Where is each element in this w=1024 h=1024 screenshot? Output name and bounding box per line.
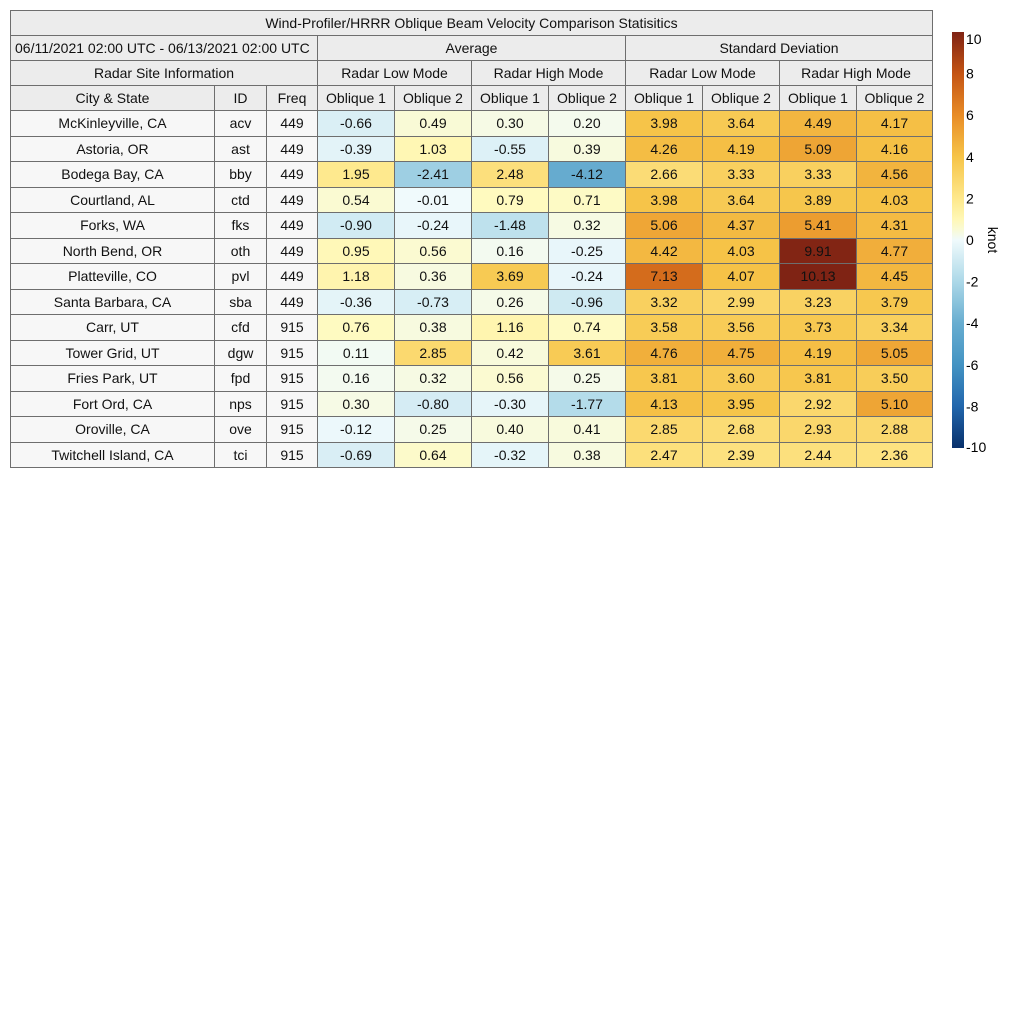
site-id-cell: tci — [215, 442, 267, 468]
site-id-cell: ast — [215, 136, 267, 162]
average-high-mode-header: Radar High Mode — [472, 61, 626, 86]
heatmap-cell: 0.40 — [472, 417, 549, 443]
heatmap-cell: 4.49 — [780, 111, 857, 137]
heatmap-cell: -0.36 — [318, 289, 395, 315]
statistics-table — [10, 10, 933, 468]
heatmap-cell: 0.71 — [549, 187, 626, 213]
table-row — [11, 340, 933, 366]
heatmap-cell: 2.36 — [857, 442, 933, 468]
site-city-cell: Fries Park, UT — [11, 366, 215, 392]
heatmap-cell: -0.32 — [472, 442, 549, 468]
colorbar-tick-label: 8 — [966, 65, 974, 82]
heatmap-cell: 9.91 — [780, 238, 857, 264]
heatmap-cell: 2.66 — [626, 162, 703, 188]
site-freq-cell: 449 — [267, 136, 318, 162]
heatmap-cell: 4.42 — [626, 238, 703, 264]
heatmap-cell: 3.60 — [703, 366, 780, 392]
heatmap-cell: 3.81 — [626, 366, 703, 392]
site-city-cell: Fort Ord, CA — [11, 391, 215, 417]
colorbar-tick-label: -2 — [966, 273, 979, 290]
table-row — [11, 417, 933, 443]
oblique2-column-header: Oblique 2 — [395, 86, 472, 111]
site-id-cell: oth — [215, 238, 267, 264]
heatmap-cell: 5.10 — [857, 391, 933, 417]
heatmap-cell: 4.07 — [703, 264, 780, 290]
site-city-cell: North Bend, OR — [11, 238, 215, 264]
heatmap-cell: 4.26 — [626, 136, 703, 162]
heatmap-cell: 3.73 — [780, 315, 857, 341]
site-id-cell: fks — [215, 213, 267, 239]
heatmap-cell: 0.11 — [318, 340, 395, 366]
heatmap-cell: 1.03 — [395, 136, 472, 162]
heatmap-cell: -0.80 — [395, 391, 472, 417]
heatmap-cell: 2.85 — [395, 340, 472, 366]
site-freq-cell: 915 — [267, 417, 318, 443]
heatmap-cell: 2.99 — [703, 289, 780, 315]
site-id-cell: sba — [215, 289, 267, 315]
colorbar-gradient — [952, 32, 964, 448]
heatmap-cell: 3.98 — [626, 187, 703, 213]
heatmap-cell: 3.64 — [703, 187, 780, 213]
heatmap-cell: 4.16 — [857, 136, 933, 162]
heatmap-cell: 4.76 — [626, 340, 703, 366]
oblique1-column-header: Oblique 1 — [626, 86, 703, 111]
table-row — [11, 442, 933, 468]
heatmap-cell: -0.25 — [549, 238, 626, 264]
heatmap-cell: 5.05 — [857, 340, 933, 366]
site-city-cell: Carr, UT — [11, 315, 215, 341]
heatmap-cell: 2.44 — [780, 442, 857, 468]
average-low-mode-header: Radar Low Mode — [318, 61, 472, 86]
heatmap-cell: -4.12 — [549, 162, 626, 188]
table-row — [11, 136, 933, 162]
colorbar — [950, 32, 1020, 452]
heatmap-cell: 3.23 — [780, 289, 857, 315]
heatmap-cell: 3.32 — [626, 289, 703, 315]
heatmap-cell: 0.76 — [318, 315, 395, 341]
colorbar-tick-label: -4 — [966, 315, 979, 332]
colorbar-tick-label: 2 — [966, 190, 974, 207]
colorbar-tick-label: 0 — [966, 232, 974, 248]
heatmap-cell: 0.49 — [395, 111, 472, 137]
site-id-cell: pvl — [215, 264, 267, 290]
site-freq-cell: 449 — [267, 162, 318, 188]
site-freq-cell: 915 — [267, 340, 318, 366]
heatmap-cell: 3.98 — [626, 111, 703, 137]
colorbar-tick-label: -6 — [966, 356, 979, 373]
site-city-cell: Santa Barbara, CA — [11, 289, 215, 315]
site-city-cell: Tower Grid, UT — [11, 340, 215, 366]
site-id-cell: dgw — [215, 340, 267, 366]
heatmap-cell: -0.73 — [395, 289, 472, 315]
heatmap-cell: 4.75 — [703, 340, 780, 366]
heatmap-cell: -2.41 — [395, 162, 472, 188]
colorbar-tick-label: -8 — [966, 398, 979, 415]
heatmap-cell: 0.64 — [395, 442, 472, 468]
freq-column-header: Freq — [267, 86, 318, 111]
heatmap-cell: 3.95 — [703, 391, 780, 417]
heatmap-cell: 0.25 — [549, 366, 626, 392]
site-freq-cell: 449 — [267, 264, 318, 290]
heatmap-cell: 4.13 — [626, 391, 703, 417]
heatmap-cell: 2.92 — [780, 391, 857, 417]
heatmap-cell: 0.41 — [549, 417, 626, 443]
site-freq-cell: 449 — [267, 187, 318, 213]
heatmap-cell: -0.12 — [318, 417, 395, 443]
heatmap-cell: 4.03 — [857, 187, 933, 213]
heatmap-cell: 2.39 — [703, 442, 780, 468]
site-city-cell: Twitchell Island, CA — [11, 442, 215, 468]
colorbar-tick-label: -10 — [966, 439, 987, 452]
heatmap-cell: 0.26 — [472, 289, 549, 315]
heatmap-cell: 3.34 — [857, 315, 933, 341]
site-freq-cell: 449 — [267, 289, 318, 315]
date-range: 06/11/2021 02:00 UTC - 06/13/2021 02:00 UTC — [11, 36, 318, 61]
heatmap-cell: 4.45 — [857, 264, 933, 290]
site-info-header: Radar Site Information — [11, 61, 318, 86]
heatmap-cell: 0.39 — [549, 136, 626, 162]
site-id-cell: nps — [215, 391, 267, 417]
heatmap-cell: -1.48 — [472, 213, 549, 239]
stddev-high-mode-header: Radar High Mode — [780, 61, 933, 86]
site-freq-cell: 915 — [267, 315, 318, 341]
heatmap-cell: 0.30 — [472, 111, 549, 137]
table-row — [11, 264, 933, 290]
site-city-cell: Oroville, CA — [11, 417, 215, 443]
heatmap-cell: 3.33 — [703, 162, 780, 188]
heatmap-cell: -0.96 — [549, 289, 626, 315]
heatmap-cell: -0.69 — [318, 442, 395, 468]
heatmap-cell: 4.56 — [857, 162, 933, 188]
oblique2-column-header: Oblique 2 — [703, 86, 780, 111]
oblique2-column-header: Oblique 2 — [549, 86, 626, 111]
site-freq-cell: 449 — [267, 238, 318, 264]
colorbar-tick-label: 4 — [966, 148, 974, 165]
heatmap-cell: -0.90 — [318, 213, 395, 239]
site-freq-cell: 915 — [267, 391, 318, 417]
table-row — [11, 391, 933, 417]
heatmap-cell: 2.68 — [703, 417, 780, 443]
oblique1-column-header: Oblique 1 — [472, 86, 549, 111]
heatmap-cell: 10.13 — [780, 264, 857, 290]
heatmap-cell: -0.24 — [549, 264, 626, 290]
heatmap-cell: 4.17 — [857, 111, 933, 137]
heatmap-cell: 0.36 — [395, 264, 472, 290]
heatmap-cell: 0.38 — [395, 315, 472, 341]
table-body — [11, 111, 933, 468]
table-row — [11, 162, 933, 188]
heatmap-cell: 3.56 — [703, 315, 780, 341]
heatmap-cell: -0.01 — [395, 187, 472, 213]
heatmap-cell: 4.19 — [703, 136, 780, 162]
heatmap-cell: 4.03 — [703, 238, 780, 264]
table-row — [11, 366, 933, 392]
site-id-cell: ove — [215, 417, 267, 443]
heatmap-cell: 1.16 — [472, 315, 549, 341]
table-row — [11, 187, 933, 213]
heatmap-cell: 3.58 — [626, 315, 703, 341]
site-id-cell: acv — [215, 111, 267, 137]
heatmap-cell: -1.77 — [549, 391, 626, 417]
heatmap-cell: 2.48 — [472, 162, 549, 188]
heatmap-cell: 3.64 — [703, 111, 780, 137]
heatmap-cell: 0.25 — [395, 417, 472, 443]
heatmap-cell: 0.79 — [472, 187, 549, 213]
colorbar-tick-label: 10 — [966, 32, 982, 47]
heatmap-cell: 0.16 — [318, 366, 395, 392]
table-row — [11, 238, 933, 264]
heatmap-cell: 0.74 — [549, 315, 626, 341]
site-id-cell: ctd — [215, 187, 267, 213]
city-column-header: City & State — [11, 86, 215, 111]
colorbar-unit-label: knot — [985, 226, 1001, 254]
heatmap-cell: 0.38 — [549, 442, 626, 468]
heatmap-cell: 5.09 — [780, 136, 857, 162]
oblique1-column-header: Oblique 1 — [318, 86, 395, 111]
heatmap-cell: 3.33 — [780, 162, 857, 188]
heatmap-cell: -0.24 — [395, 213, 472, 239]
heatmap-cell: -0.30 — [472, 391, 549, 417]
site-id-cell: bby — [215, 162, 267, 188]
heatmap-cell: 4.31 — [857, 213, 933, 239]
heatmap-cell: 2.47 — [626, 442, 703, 468]
heatmap-cell: 7.13 — [626, 264, 703, 290]
heatmap-cell: 0.32 — [549, 213, 626, 239]
stddev-low-mode-header: Radar Low Mode — [626, 61, 780, 86]
oblique1-column-header: Oblique 1 — [780, 86, 857, 111]
heatmap-cell: 2.93 — [780, 417, 857, 443]
table-row — [11, 111, 933, 137]
heatmap-cell: 0.95 — [318, 238, 395, 264]
heatmap-cell: 2.88 — [857, 417, 933, 443]
site-freq-cell: 449 — [267, 213, 318, 239]
heatmap-cell: 0.20 — [549, 111, 626, 137]
heatmap-cell: 0.16 — [472, 238, 549, 264]
heatmap-cell: 3.69 — [472, 264, 549, 290]
site-city-cell: Bodega Bay, CA — [11, 162, 215, 188]
heatmap-cell: 0.56 — [472, 366, 549, 392]
heatmap-cell: 0.56 — [395, 238, 472, 264]
heatmap-cell: 4.19 — [780, 340, 857, 366]
heatmap-cell: 0.54 — [318, 187, 395, 213]
heatmap-cell: -0.55 — [472, 136, 549, 162]
heatmap-cell: 4.37 — [703, 213, 780, 239]
average-group-header: Average — [318, 36, 626, 61]
table-row — [11, 289, 933, 315]
heatmap-cell: 3.81 — [780, 366, 857, 392]
heatmap-cell: 5.41 — [780, 213, 857, 239]
table-row — [11, 213, 933, 239]
site-freq-cell: 915 — [267, 442, 318, 468]
site-id-cell: cfd — [215, 315, 267, 341]
id-column-header: ID — [215, 86, 267, 111]
site-city-cell: Platteville, CO — [11, 264, 215, 290]
heatmap-cell: 3.79 — [857, 289, 933, 315]
heatmap-cell: 4.77 — [857, 238, 933, 264]
heatmap-cell: 3.89 — [780, 187, 857, 213]
heatmap-cell: -0.39 — [318, 136, 395, 162]
site-city-cell: McKinleyville, CA — [11, 111, 215, 137]
site-id-cell: fpd — [215, 366, 267, 392]
heatmap-cell: 5.06 — [626, 213, 703, 239]
heatmap-cell: 3.61 — [549, 340, 626, 366]
heatmap-cell: 2.85 — [626, 417, 703, 443]
heatmap-cell: 1.95 — [318, 162, 395, 188]
heatmap-cell: -0.66 — [318, 111, 395, 137]
site-city-cell: Courtland, AL — [11, 187, 215, 213]
site-freq-cell: 915 — [267, 366, 318, 392]
site-freq-cell: 449 — [267, 111, 318, 137]
heatmap-cell: 0.30 — [318, 391, 395, 417]
heatmap-cell: 0.42 — [472, 340, 549, 366]
site-city-cell: Astoria, OR — [11, 136, 215, 162]
stddev-group-header: Standard Deviation — [626, 36, 933, 61]
colorbar-tick-label: 6 — [966, 107, 974, 124]
heatmap-cell: 1.18 — [318, 264, 395, 290]
table-title: Wind-Profiler/HRRR Oblique Beam Velocity Comparison Statisitics — [11, 11, 933, 36]
table-row — [11, 315, 933, 341]
site-city-cell: Forks, WA — [11, 213, 215, 239]
heatmap-cell: 3.50 — [857, 366, 933, 392]
heatmap-cell: 0.32 — [395, 366, 472, 392]
oblique2-column-header: Oblique 2 — [857, 86, 933, 111]
